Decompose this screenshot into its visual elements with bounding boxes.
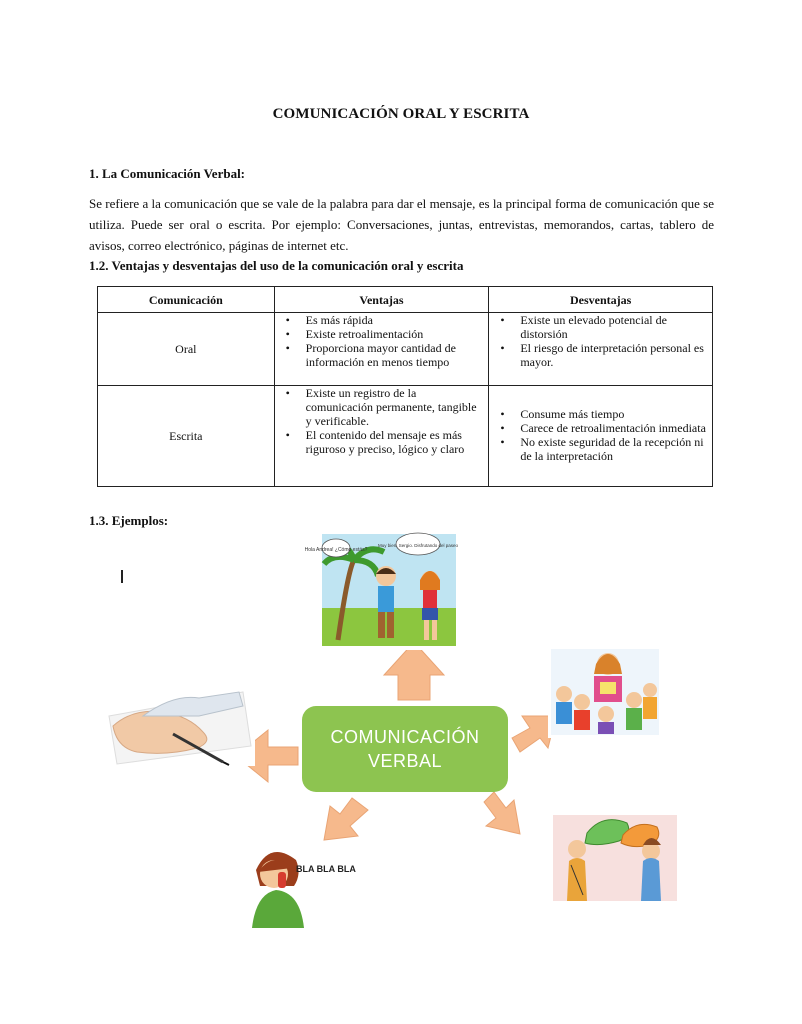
list-item: • Existe un elevado potencial de distorsión [492,313,709,341]
paragraph-comunicacion-verbal: Se refiere a la comunicación que se vale de la palabra para dar el mensaje, es la principal forma de comunicación que se utiliza. Puede ser oral o escrita. Por ejemplo: Conversaciones, juntas, entrevistas, memorandos, cartas, tablero de avisos, correo electrónico, páginas de internet etc. [89,196,714,253]
ventajas-oral [274,313,489,386]
arrow-up [384,642,444,700]
arrow-down-left [324,798,368,840]
header-desventajas: Desventajas [489,287,713,313]
bla-text: BLA BLA BLA [296,864,356,874]
list-item: • El contenido del mensaje es más riguroso y preciso, lógico y claro [278,428,486,456]
speech-bubble-left-text: Hola Andrea! ¿Cómo estás? [304,547,368,553]
desventajas-escrita [489,386,713,487]
table-header-row [98,287,713,313]
comparison-table [97,286,713,487]
row-label-escrita: Escrita [98,386,275,487]
table-row-oral [98,313,713,386]
ventajas-escrita [274,386,489,487]
center-label-line2: VERBAL [367,751,443,771]
header-ventajas: Ventajas [274,287,489,313]
list-item: • El riesgo de interpretación personal es mayor. [492,341,709,369]
list-item: • Proporciona mayor cantidad de información en menos tiempo [278,341,486,369]
speech-bubble-right-text: Muy bien, Sergio. Disfrutando del paseo [377,543,459,548]
center-label-line1: COMUNICACIÓN [330,727,480,747]
conversation-illustration [304,530,460,650]
dialogue-illustration [553,815,677,901]
verbal-communication-diagram [0,520,768,940]
list-item: • No existe seguridad de la recepción ni de la interpretación [492,435,709,463]
section-heading-1: 1. La Comunicación Verbal: [89,166,246,181]
page-title: COMUNICACIÓN ORAL Y ESCRITA [272,106,530,122]
list-item: • Existe retroalimentación [278,327,486,341]
center-box-comunicacion-verbal [302,706,508,792]
arrow-down-right [484,792,520,834]
phone-call-illustration [240,842,356,928]
list-item: • Es más rápida [278,313,486,327]
storytelling-illustration [548,646,662,738]
list-item: • Carece de retroalimentación inmediata [492,421,709,435]
writing-hand-illustration [103,686,255,766]
section-heading-1-2: 1.2. Ventajas y desventajas del uso de la comunicación oral y escrita [89,258,464,273]
list-item: • Consume más tiempo [492,407,709,421]
row-label-oral: Oral [98,313,275,386]
header-comunicacion: Comunicación [98,287,275,313]
section-heading-1-3: 1.3. Ejemplos: [89,513,169,528]
list-item: • Existe un registro de la comunicación permanente, tangible y verificable. [278,386,486,428]
desventajas-oral [489,313,713,386]
table-row-escrita [98,386,713,487]
